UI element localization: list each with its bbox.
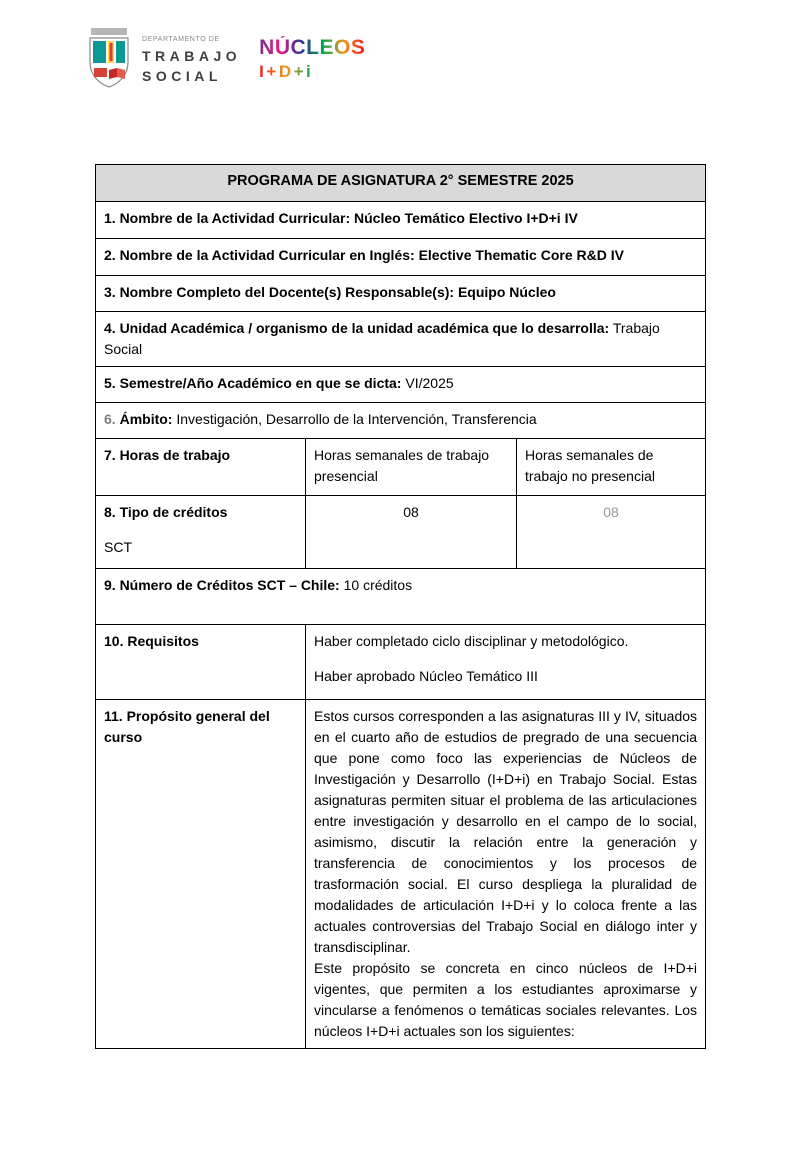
row-horas-label-cell: [96, 439, 306, 496]
row8-no-presencial-value: 08: [517, 496, 706, 569]
row6-label: Ámbito:: [119, 411, 173, 427]
row-semestre: [96, 367, 706, 403]
row-horas-no-presencial-cell: Horas semanales de trabajo no presencial: [517, 439, 706, 496]
row5-value: VI/2025: [401, 375, 454, 391]
row-numero-creditos: [96, 569, 706, 625]
row10-label: 10. Requisitos: [104, 633, 199, 649]
row1-label: 1. Nombre de la Actividad Curricular: Núcleo Temático Electivo I+D+i IV: [104, 210, 578, 226]
department-crest-icon: [84, 26, 134, 97]
row10-value-line1: Haber completado ciclo disciplinar y metodológico.: [314, 633, 629, 649]
row-tipo-creditos-cell: [96, 496, 306, 569]
table-title: PROGRAMA DE ASIGNATURA 2° SEMESTRE 2025: [96, 165, 706, 202]
program-table: [95, 164, 706, 1049]
row7-label: 7. Horas de trabajo: [104, 447, 231, 463]
header-logo-band: [84, 26, 800, 100]
row-horas-presencial-cell: Horas semanales de trabajo presencial: [306, 439, 517, 496]
department-name-line1: TRABAJO: [142, 48, 242, 64]
row9-label: 9. Número de Créditos SCT – Chile:: [104, 577, 340, 593]
row10-value-line2: Haber aprobado Núcleo Temático III: [314, 668, 538, 684]
row-ambito: [96, 403, 706, 439]
row-docente: [96, 276, 706, 312]
row8-presencial-value: 08: [306, 496, 517, 569]
row-proposito-value-cell: [306, 700, 706, 1049]
row-unidad-academica: [96, 312, 706, 367]
department-wordmark: [142, 36, 241, 87]
row2-label: 2. Nombre de la Actividad Curricular en Inglés: Elective Thematic Core R&D IV: [104, 247, 624, 263]
row-activity-name: [96, 202, 706, 239]
row-activity-name-english: [96, 239, 706, 276]
row11-label: 11. Propósito general del curso: [104, 708, 270, 745]
row6-number: 6.: [104, 411, 116, 427]
row3-label: 3. Nombre Completo del Docente(s) Responsable(s): Equipo Núcleo: [104, 284, 556, 300]
row11-paragraph2: Este propósito se concreta en cinco núcleos de I+D+i vigentes, que permiten a los estudiantes aproximarse y vincularse a fenómenos o temáticas sociales relevantes. Los núcleos I+D+i actuales son los siguientes:: [314, 960, 698, 1039]
nucleos-logo: [259, 36, 365, 82]
row9-value: 10 créditos: [339, 577, 413, 593]
row11-paragraph1: Estos cursos corresponden a las asignaturas III y IV, situados en el cuarto año de estudios de pregrado de una secuencia que pone como foco las experiencias de Núcleos de Investigación y Desarrollo (I+D+i) en Trabajo Social. Estas asignaturas permiten situar el problema de las articulaciones entre investigación y desarrollo en el campo de lo social, asimismo, discutir la relación entre la generación y transferencia de conocimientos y los procesos de trasformación social. El curso despliega la pluralidad de modalidades de articulación I+D+i y lo coloca frente a las actuales controversias del Trabajo Social en diálogo inter y transdisciplinar.: [314, 708, 698, 955]
nucleos-wordmark: NÚCLEOS: [259, 36, 366, 59]
row6-value: Investigación, Desarrollo de la Intervención, Transferencia: [172, 411, 537, 427]
department-prefix-label: DEPARTAMENTO DE: [142, 36, 220, 43]
idi-wordmark: I+D+i: [259, 62, 365, 82]
row8-sublabel: SCT: [104, 539, 132, 555]
row-proposito-label-cell: [96, 700, 306, 1049]
row4-label: 4. Unidad Académica / organismo de la unidad académica que lo desarrolla:: [104, 320, 610, 336]
row-requisitos-value-cell: [306, 625, 706, 700]
row5-label: 5. Semestre/Año Académico en que se dicta:: [104, 375, 402, 391]
department-name-line2: SOCIAL: [142, 68, 222, 85]
row-requisitos-label-cell: [96, 625, 306, 700]
row8-label: 8. Tipo de créditos: [104, 504, 228, 520]
row4-value: Trabajo Social: [104, 320, 660, 357]
